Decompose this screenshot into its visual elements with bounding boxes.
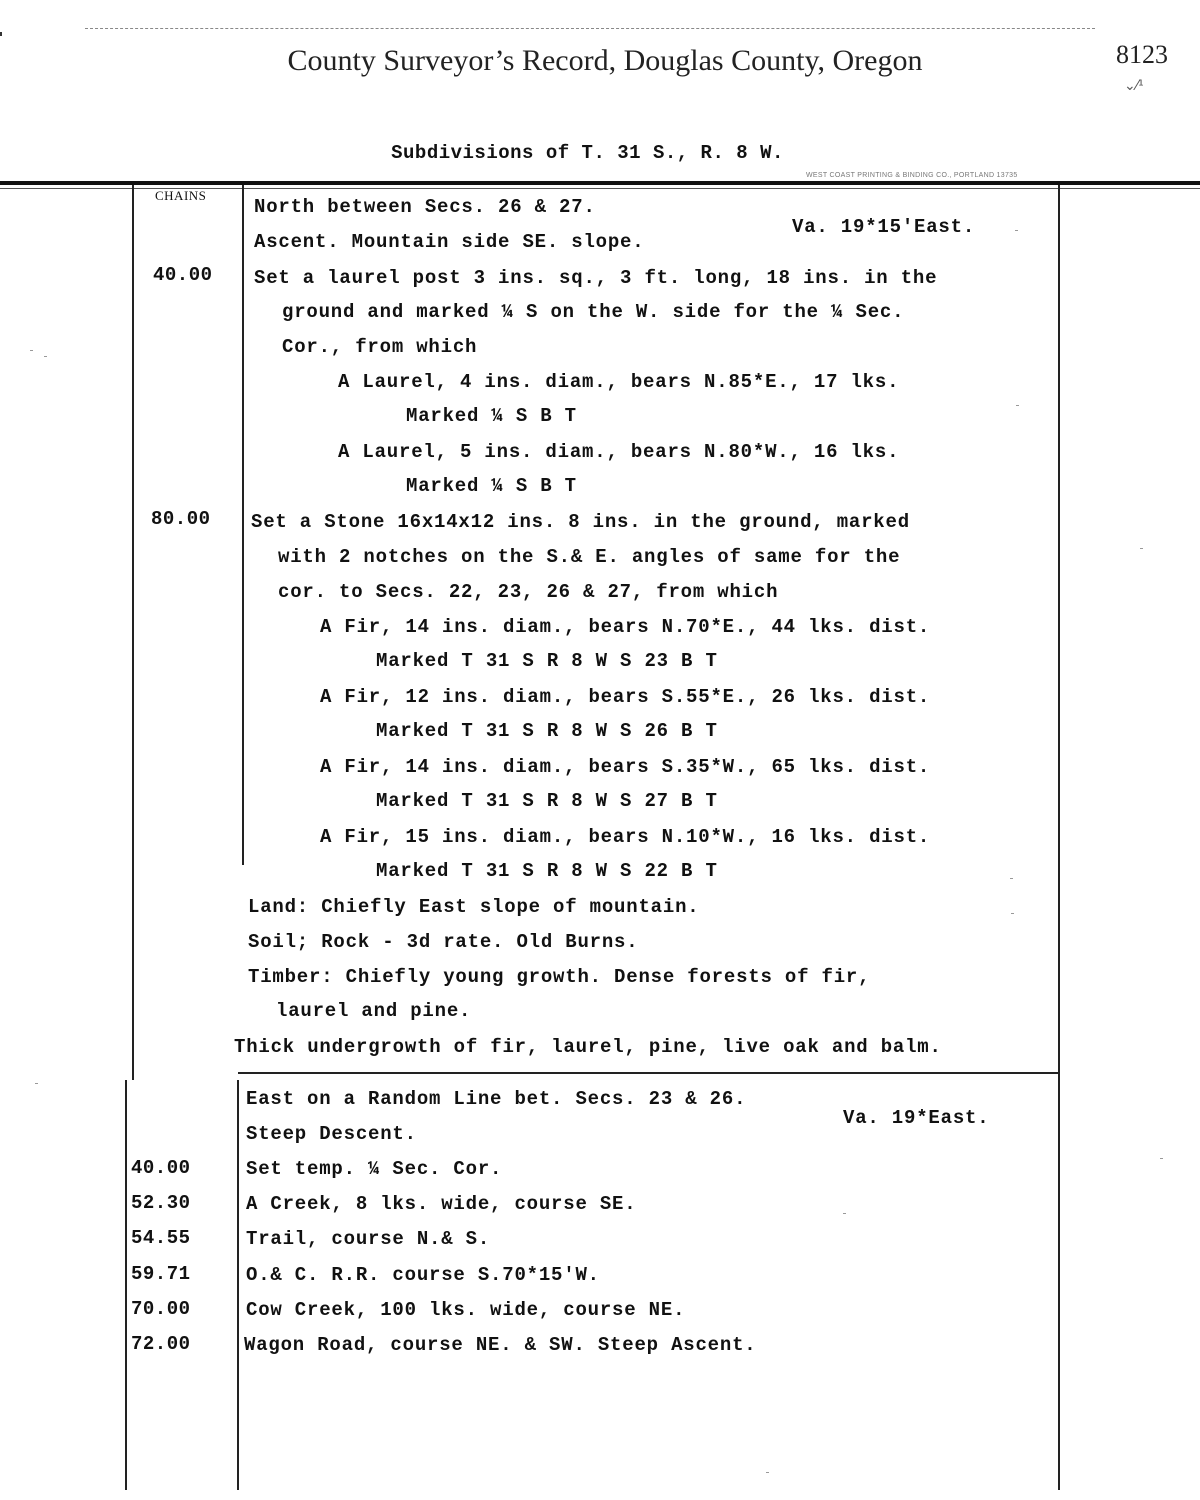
- chains-column-line-upper: [242, 185, 244, 865]
- chains-value: 70.00: [131, 1298, 191, 1320]
- scan-speck: [1011, 913, 1014, 914]
- chains-value: 40.00: [131, 1157, 191, 1179]
- printer-mark: WEST COAST PRINTING & BINDING CO., PORTLAND 13735: [806, 172, 1018, 179]
- entry-a-line: Cor., from which: [282, 336, 478, 358]
- entry-b-line: Set a Stone 16x14x12 ins. 8 ins. in the ground, marked: [251, 511, 910, 533]
- land-description: Land: Chiefly East slope of mountain.: [248, 896, 700, 918]
- page-number: 8123: [1116, 40, 1168, 69]
- bearing-tree-line: A Fir, 14 ins. diam., bears S.35*W., 65 lks. dist.: [320, 756, 931, 778]
- section2-variation: Va. 19*East.: [843, 1107, 990, 1129]
- scan-speck: [35, 1083, 38, 1084]
- scan-speck: [1160, 1158, 1163, 1159]
- scan-speck: [1016, 405, 1019, 406]
- chains-value: 52.30: [131, 1192, 191, 1214]
- chains-value-80: 80.00: [151, 508, 211, 530]
- field-note-row: Set temp. ¼ Sec. Cor.: [246, 1158, 503, 1180]
- section-divider: [238, 1072, 1060, 1074]
- timber-description: Timber: Chiefly young growth. Dense forests of fir,: [248, 966, 871, 988]
- chains-column-line-lower: [237, 1080, 239, 1490]
- field-note-row: Cow Creek, 100 lks. wide, course NE.: [246, 1299, 686, 1321]
- page-title: County Surveyor’s Record, Douglas County, Oregon: [287, 44, 923, 77]
- scan-speck: [843, 1213, 846, 1214]
- scan-speck: [1010, 878, 1013, 879]
- bearing-tree-marking: Marked T 31 S R 8 W S 22 B T: [376, 860, 718, 882]
- bearing-tree-line: A Fir, 12 ins. diam., bears S.55*E., 26 lks. dist.: [320, 686, 931, 708]
- section1-heading: North between Secs. 26 & 27.: [254, 196, 596, 218]
- section2-descent-line: Steep Descent.: [246, 1123, 417, 1145]
- scan-speck: [1140, 548, 1143, 549]
- top-dashed-rule: [85, 28, 1095, 29]
- page-scribble: ⌄⁄¹: [1124, 78, 1144, 94]
- section1-variation: Va. 19*15'East.: [792, 216, 976, 238]
- field-note-row: A Creek, 8 lks. wide, course SE.: [246, 1193, 637, 1215]
- bearing-tree-marking: Marked ¼ S B T: [406, 405, 577, 427]
- chains-value-40: 40.00: [153, 264, 213, 286]
- section1-ascent-line: Ascent. Mountain side SE. slope.: [254, 231, 645, 253]
- entry-b-line: with 2 notches on the S.& E. angles of same for the: [278, 546, 901, 568]
- entry-a-line: ground and marked ¼ S on the W. side for the ¼ Sec.: [282, 301, 905, 323]
- bearing-tree-marking: Marked T 31 S R 8 W S 23 B T: [376, 650, 718, 672]
- field-note-row: Wagon Road, course NE. & SW. Steep Ascent.: [244, 1334, 757, 1356]
- bearing-tree-line: A Fir, 15 ins. diam., bears N.10*W., 16 lks. dist.: [320, 826, 931, 848]
- field-note-row: O.& C. R.R. course S.70*15'W.: [246, 1264, 600, 1286]
- chains-value: 72.00: [131, 1333, 191, 1355]
- entry-b-line: cor. to Secs. 22, 23, 26 & 27, from which: [278, 581, 779, 603]
- chains-value: 54.55: [131, 1227, 191, 1249]
- bearing-tree-marking: Marked T 31 S R 8 W S 27 B T: [376, 790, 718, 812]
- entry-a-line: Set a laurel post 3 ins. sq., 3 ft. long, 18 ins. in the: [254, 267, 938, 289]
- field-note-row: Trail, course N.& S.: [246, 1228, 491, 1250]
- soil-description: Soil; Rock - 3d rate. Old Burns.: [248, 931, 639, 953]
- section2-heading: East on a Random Line bet. Secs. 23 & 26.: [246, 1088, 747, 1110]
- scan-speck: [44, 356, 47, 357]
- scan-speck: [0, 32, 2, 36]
- scan-speck: [30, 350, 33, 351]
- header-rule-thick: [0, 181, 1200, 185]
- chains-column-header: CHAINS: [155, 188, 207, 203]
- bearing-tree-line: A Fir, 14 ins. diam., bears N.70*E., 44 lks. dist.: [320, 616, 931, 638]
- chains-value: 59.71: [131, 1263, 191, 1285]
- right-margin-line: [1058, 185, 1060, 1490]
- left-margin-line-lower: [125, 1080, 127, 1490]
- left-margin-line-upper: [132, 185, 134, 1080]
- scan-speck: [766, 1472, 769, 1473]
- undergrowth-description: Thick undergrowth of fir, laurel, pine, live oak and balm.: [234, 1036, 942, 1058]
- bearing-tree-line: A Laurel, 4 ins. diam., bears N.85*E., 17 lks.: [338, 371, 900, 393]
- scan-speck: [1015, 230, 1018, 231]
- bearing-tree-marking: Marked T 31 S R 8 W S 26 B T: [376, 720, 718, 742]
- record-subtitle: Subdivisions of T. 31 S., R. 8 W.: [391, 142, 784, 164]
- timber-description-cont: laurel and pine.: [276, 1000, 472, 1022]
- bearing-tree-line: A Laurel, 5 ins. diam., bears N.80*W., 16 lks.: [338, 441, 900, 463]
- bearing-tree-marking: Marked ¼ S B T: [406, 475, 577, 497]
